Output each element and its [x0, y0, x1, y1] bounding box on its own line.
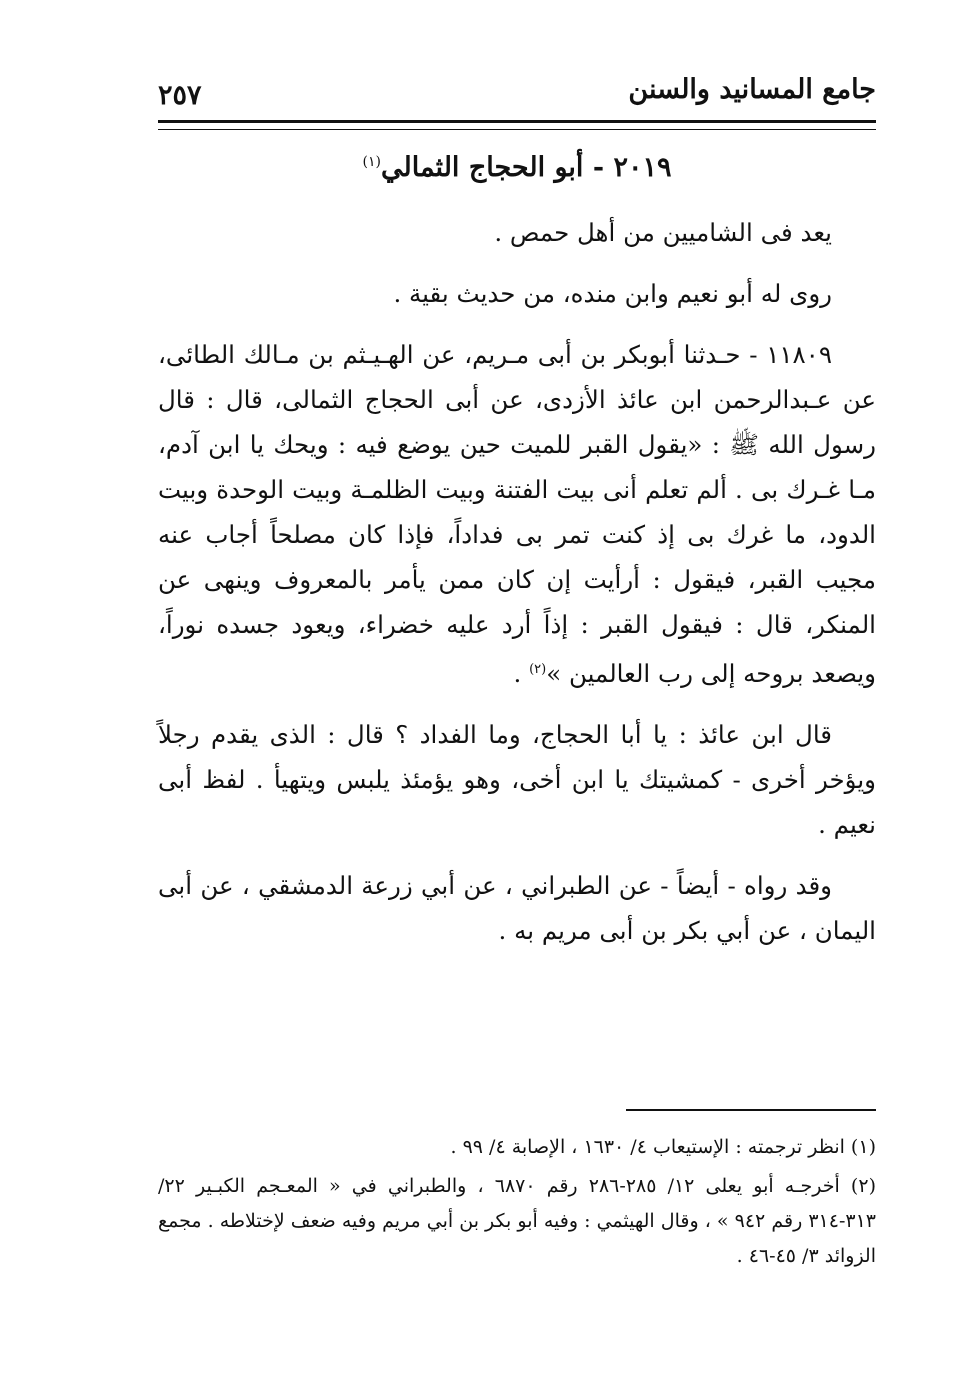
- running-header: [158, 70, 876, 116]
- section-name: أبو الحجاج الثمالي: [380, 152, 584, 183]
- paragraph-narrators: روى له أبو نعيم وابن منده، من حديث بقية .: [393, 279, 832, 308]
- paragraph-hadith: [158, 332, 876, 696]
- footnote-ref-2: (٢): [529, 662, 547, 677]
- footnote-rule: [626, 1109, 876, 1111]
- section-dash: -: [592, 152, 605, 183]
- main-text: [158, 210, 876, 969]
- footnote-1: (١) انظر ترجمته : الإستيعاب ٤/ ١٦٣٠ ، الإصابة ٤/ ٩٩ .: [450, 1136, 876, 1158]
- section-number: ٢٠١٩: [613, 152, 672, 183]
- paragraph-explanation: قال ابن عائذ : يا أبا الحجاج، وما الفداد ؟ قال : الذى يقدم رجلاً ويؤخر أخرى - كمشيتك يا ابن أخى، وهو يؤمئذ يلبس ويتهيأ . لفظ أبى نعيم .: [158, 720, 876, 840]
- running-title: جامع المسانيد والسنن: [628, 74, 876, 105]
- footnote-2: (٢) أخرجـه أبو يعلى ١٢/ ٢٨٥-٢٨٦ رقم ٦٨٧٠ ، والطبراني في « المعـجم الكبـير ٢٢/ ٣١٣-٣١٤ رقم ٩٤٢ » ، وقال الهيثمي : وفيه أبو بكر بن أبي مريم وفيه ضعف لإختلاطه . مجمع الزوائد ٣/ ٤٥-٤٦ .: [158, 1175, 876, 1267]
- hadith-text: ١١٨٠٩ - حـدثنا أبوبكر بن أبى مـريم، عن الهـيـثم بن مـالك الطائى، عن عـبدالرحمن ابن عائذ الأزدى، عن أبى الحجاج الثمالى، قال : قال رسول الله ﷺ : «يقول القبر للميت حين يوضع فيه : ويحك يا ابن آدم، مـا غـرك بى . ألم تعلم أنى بيت الفتنة وبيت الظلمـة وبيت الوحدة وبيت الدود، ما غرك بى إذ كنت تمر بى فداداً، فإذا كان مصلحاً أجاب عنه مجيب القبر، فيقول : أرأيت إن كان ممن يأمر بالمعروف وينهى عن المنكر، قال : فيقول القبر : إذاً أرد عليه خضراء، ويعود جسده نوراً، ويصعد بروحه إلى رب العالمين »: [158, 340, 876, 689]
- paragraph-other-chain: وقد رواه - أيضاً - عن الطبراني ، عن أبي زرعة الدمشقي ، عن أبى اليمان ، عن أبي بكر بن أبى مريم به .: [158, 871, 876, 946]
- paragraph-origin: يعد فى الشاميين من أهل حمص .: [494, 218, 832, 247]
- header-rule: [158, 120, 876, 130]
- footnotes: [158, 1130, 876, 1278]
- hadith-end: .: [513, 659, 530, 689]
- page-number: ٢٥٧: [158, 80, 202, 111]
- section-heading: [158, 152, 876, 183]
- footnote-ref-1: (١): [362, 154, 381, 170]
- book-page: [158, 70, 876, 1360]
